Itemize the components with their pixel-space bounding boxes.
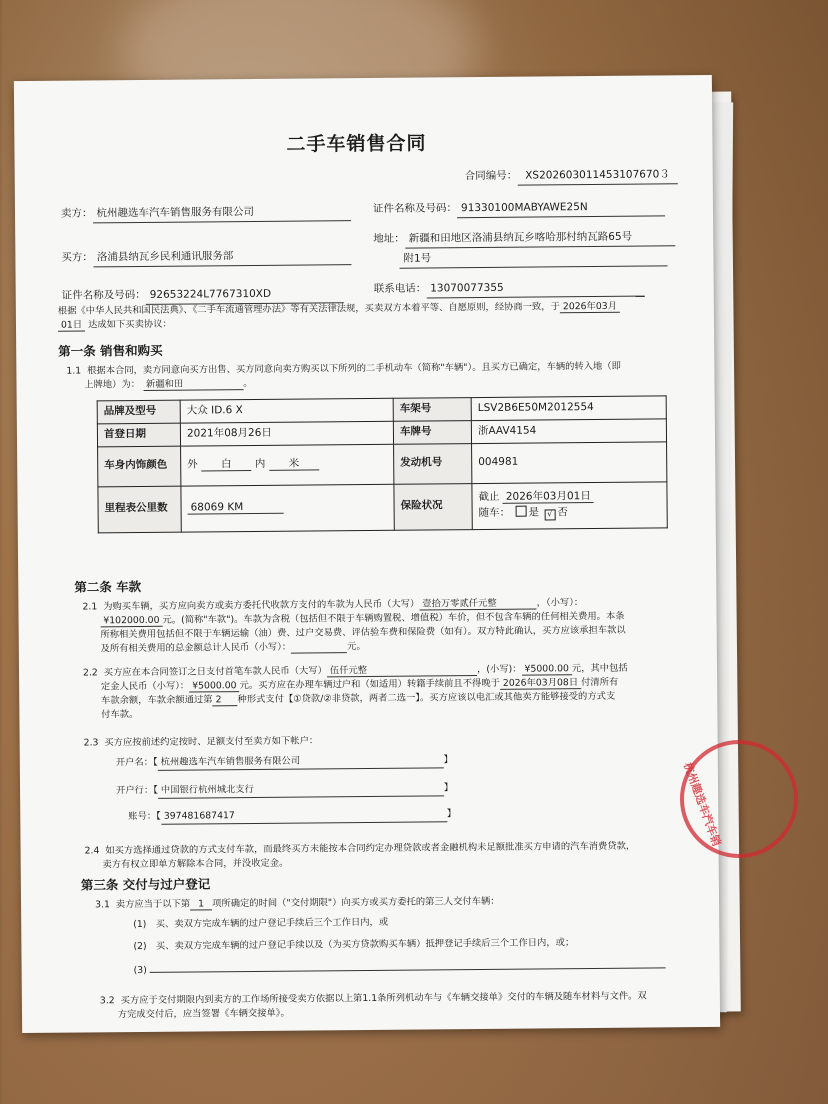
reg-date-value: 2021年08月26日 xyxy=(180,421,393,446)
color-value: 外 白 内 米 xyxy=(181,444,394,486)
article-2-heading: 第二条 车款 xyxy=(74,578,142,595)
account-name-row: 开户名：【 杭州趣选车汽车销售服务有限公司 】 xyxy=(116,753,453,771)
buyer-address-line2-row xyxy=(399,249,667,268)
buyer-row: 买方： 洛浦县纳瓦乡民利通讯服务部 xyxy=(61,248,351,267)
clause-2-4: 2.4 如买方选择通过贷款的方式支付车款，而最终买方未能按本合同约定办理贷款或者金融机构未足额批准买方申请的汽车消费贷款， 卖方有权立即单方解除本合同，并没收定金。 xyxy=(84,840,636,871)
buyer-name: 洛浦县纳瓦乡民利通讯服务部 xyxy=(93,248,351,267)
engine-label: 发动机号 xyxy=(394,443,472,484)
buyer-id-row: 证件名称及号码： 92653224L7767310XD xyxy=(62,286,344,305)
contract-no-value: XS202603011453107670３ xyxy=(517,167,678,185)
vin-value: LSV2B6E50M2012554 xyxy=(471,396,666,420)
mileage-label: 里程表公里数 xyxy=(98,486,181,533)
account-bank-row: 开户行：【 中国银行杭州城北支行 】 xyxy=(116,781,453,799)
insurance-value: 截止 2026年03月01日 随车： 是 √ 否 xyxy=(472,481,667,529)
insurance-label: 保险状况 xyxy=(394,483,472,530)
clause-1-1: 1.1 根据本合同，卖方同意向买方出售、买方同意向卖方购买以下所列的二手机动车（简称"车辆"）。且买方已确定，车辆的转入地（即 上牌地）为： 新疆和田 。 xyxy=(66,360,621,391)
seller-id-row: 证件名称及号码： 91330100MABYAWE25N xyxy=(373,199,665,218)
transfer-place: 新疆和田 xyxy=(143,378,243,391)
delivery-option-2: (2) 买、卖双方完成车辆的过户登记手续以及（为买方贷款购买车辆）抵押登记手续后三个工作日内，或； xyxy=(133,937,575,953)
buyer-phone-row: 联系电话： 13070077355 xyxy=(374,280,645,299)
clause-2-1: 2.1 为购买车辆，买方应向卖方或卖方委托代收款方支付的车款为人民币（大写） 壹拾万零贰仟元整 ，（小写）： ¥102000.00 元。(简称"车款")。车款为含税（包括但不限于车辆购置税、增值税）车价，但不包含车辆的任何相关费用。本条 所称相关费用包括但不限于车辆运输（油）费、过户交易费、评估验车费和保险费（如有）。双方特此确认，买方应该承担车款以 及所有相关费用的总金额总计人民币（小写）： 元。 xyxy=(82,597,626,655)
account-number: 397481687417 xyxy=(161,807,447,824)
seller-row: 卖方： 杭州趣选车汽车销售服务有限公司 xyxy=(61,204,351,223)
seller-name: 杭州趣选车汽车销售服务有限公司 xyxy=(92,204,350,223)
account-number-row: 账号：【 397481687417 】 xyxy=(128,807,456,825)
buyer-address-row: 地址： 新疆和田地区洛浦县纳瓦乡喀哈那村纳瓦路65号 xyxy=(373,229,675,248)
vehicle-table xyxy=(97,395,668,532)
vin-label: 车架号 xyxy=(393,398,471,421)
table-row xyxy=(98,441,667,486)
contract-page xyxy=(14,75,720,1033)
preamble: 根据《中华人民共和国民法典》、《二手车流通管理办法》等有关法律法规，买卖双方本着平等、自愿原则，经协商一致，于 2026年03月 01日 达成如下买卖协议： xyxy=(58,299,698,332)
buyer-id-value: 92653224L7767310XD xyxy=(146,286,344,304)
brand-label: 品牌及型号 xyxy=(97,400,180,423)
checkbox-yes[interactable] xyxy=(515,506,526,517)
engine-value: 004981 xyxy=(472,441,667,483)
clause-2-2: 2.2 买方应在本合同签订之日支付首笔车款人民币（大写） 伍仟元整 ，(小写)： ¥5000.00 元，其中包括 定金人民币（小写）： ¥5000.00 元。买方应在办理车辆过户和（如适用）转籍手续前且不得晚于 2026年03月08日 付清所有 车款余额，车款余额通过第 2 种形式支付【①贷款/②非贷款，两者二选一】。买方应该以电汇或其他卖方能够接受的方式支 付车款。 xyxy=(82,662,628,721)
delivery-option-3: (3) xyxy=(134,959,666,978)
clause-3-2: 3.2 买方应于交付期限内到卖方的工作场所接受卖方依据以上第1.1条所列机动车与《车辆交接单》交付的车辆及随车材料与文件。双 方完成交付后，应当签署《车辆交接单》。 xyxy=(99,990,647,1021)
article-3-heading: 第三条 交付与过户登记 xyxy=(80,876,211,893)
checkbox-no[interactable]: √ xyxy=(544,509,555,520)
clause-3-1: 3.1 卖方应当于以下第 1 项所确定的时间（"交付期限"）向买方或买方委托的第三人交付车辆： xyxy=(95,895,500,911)
seller-id-value: 91330100MABYAWE25N xyxy=(457,199,665,218)
brand-value: 大众 ID.6 X xyxy=(180,398,393,423)
buyer-phone-value: 13070077355 xyxy=(426,280,644,299)
delivery-option-1: (1) 买、卖双方完成车辆的过户登记手续后三个工作日内，或 xyxy=(133,916,389,931)
article-1-heading: 第一条 销售和购买 xyxy=(58,342,163,359)
clause-2-3: 2.3 买方应按前述约定按时、足额支付至卖方如下帐户： xyxy=(83,735,319,749)
buyer-address-line2: 附1号 xyxy=(399,249,667,268)
table-row xyxy=(98,481,667,532)
reg-date-label: 首登日期 xyxy=(97,423,180,446)
plate-label: 车牌号 xyxy=(393,420,471,443)
account-bank: 中国银行杭州城北支行 xyxy=(158,781,444,798)
contract-title: 二手车销售合同 xyxy=(286,132,427,156)
plate-value: 浙AAV4154 xyxy=(471,419,666,443)
color-label: 车身内饰颜色 xyxy=(98,446,181,487)
mileage-value: 68069 KM xyxy=(181,484,394,532)
buyer-address-line1: 新疆和田地区洛浦县纳瓦乡喀哈那村纳瓦路65号 xyxy=(405,229,675,248)
account-name: 杭州趣选车汽车销售服务有限公司 xyxy=(158,753,444,770)
contract-no: 合同编号： XS202603011453107670３ xyxy=(465,167,678,186)
company-seal-text: 杭州趣选车汽车销 xyxy=(680,760,724,848)
